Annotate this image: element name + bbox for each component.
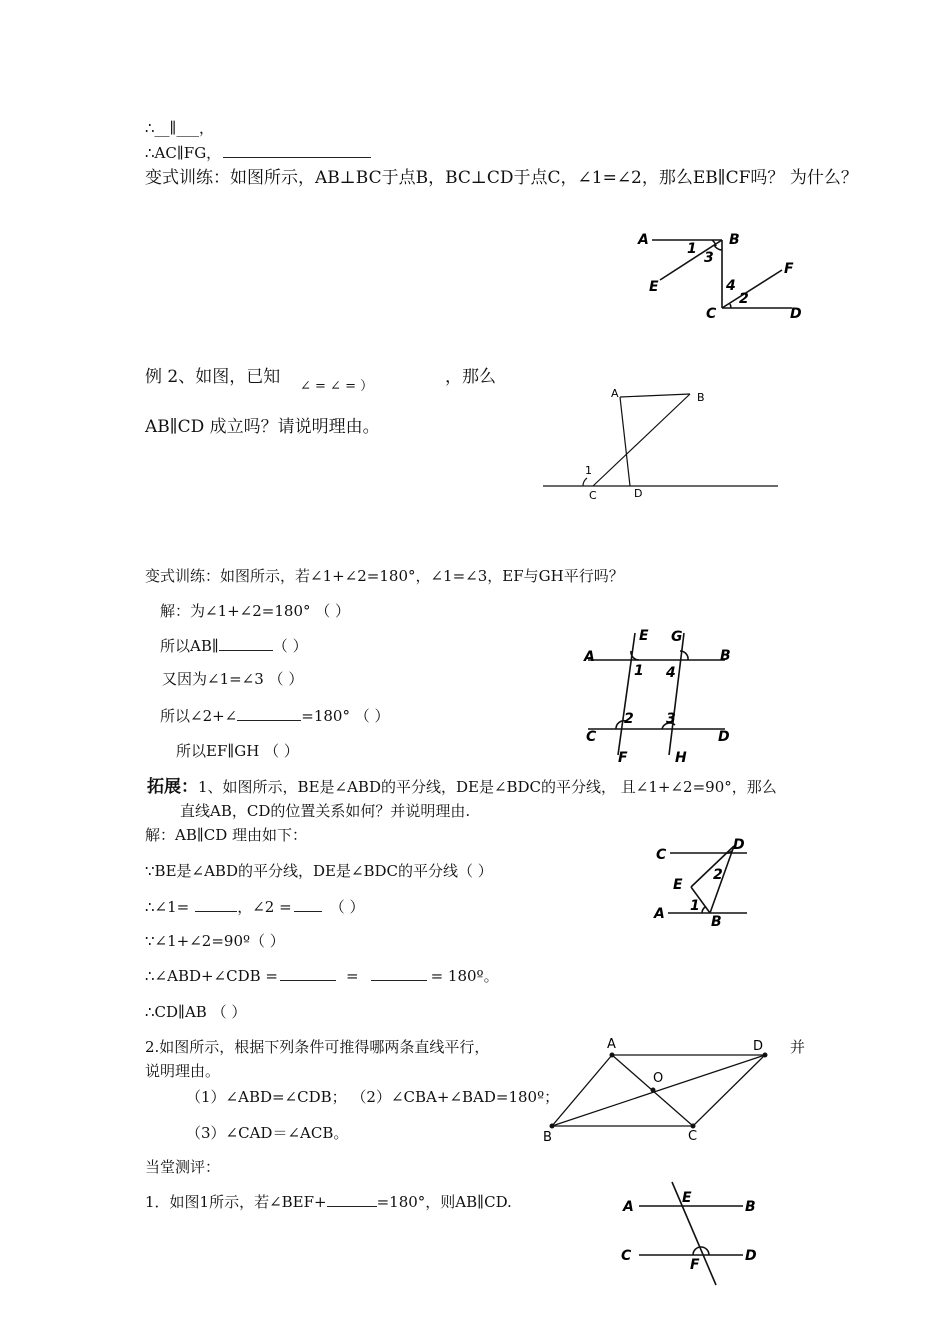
answer-blank[interactable] <box>237 706 301 721</box>
solution-step-4-text: 所以∠2+∠ <box>160 707 238 725</box>
extension-question: 1、如图所示，BE是∠ABD的平分线，DE是∠BDC的平分线， 且∠1+∠2=90°，那么 <box>198 778 777 796</box>
label-D: D <box>733 837 745 853</box>
solution-step-5: 所以EF∥GH （ ） <box>176 742 299 760</box>
label-C: C <box>589 489 597 502</box>
figure-angle-bisectors <box>650 835 755 930</box>
label-angle-2: 2 <box>624 711 634 727</box>
answer-blank[interactable] <box>294 897 322 912</box>
label-A: A <box>654 906 665 922</box>
label-angle-1: 1 <box>585 464 592 477</box>
label-B: B <box>543 1130 552 1145</box>
solution-step-2-text: 所以AB∥ <box>160 637 219 655</box>
extension-step-5: ∴CD∥AB （ ） <box>145 1003 247 1021</box>
question-2-conditions-2: （3）∠CAD＝∠ACB。 <box>186 1124 349 1142</box>
extension-line-2: 直线AB，CD的位置关系如何？并说明理由. <box>180 802 471 820</box>
label-C: C <box>688 1129 698 1144</box>
example-2-conditions: ∠ = ∠ = ） <box>300 379 374 394</box>
test-question-1 <box>145 1192 512 1212</box>
answer-blank[interactable] <box>371 966 427 981</box>
label-C: C <box>656 847 667 863</box>
label-C: C <box>621 1248 632 1264</box>
extension-heading: 拓展： <box>147 777 198 797</box>
label-F: F <box>784 261 794 277</box>
label-angle-2: 2 <box>713 867 723 883</box>
line-ac-fg <box>145 143 371 163</box>
label-H: H <box>675 750 687 766</box>
label-angle-3: 3 <box>666 711 676 727</box>
figure-two-transversals <box>580 625 740 770</box>
test-question-1-b: =180°，则AB∥CD. <box>376 1193 512 1211</box>
label-C: C <box>706 306 717 322</box>
label-F: F <box>690 1257 700 1273</box>
extension-solution-intro: 解：AB∥CD 理由如下： <box>145 826 308 844</box>
label-B: B <box>720 648 731 664</box>
label-D: D <box>753 1039 764 1054</box>
line-ac-fg-text: ∴AC∥FG， <box>145 144 222 162</box>
label-A: A <box>607 1037 616 1052</box>
extension-step-4-c: = 180º。 <box>430 967 499 985</box>
label-D: D <box>745 1248 757 1264</box>
label-angle-1: 1 <box>687 241 697 257</box>
label-B: B <box>745 1199 756 1215</box>
label-angle-3: 3 <box>704 250 714 266</box>
variant-training-1: 变式训练：如图所示，AB⊥BC于点B，BC⊥CD于点C，∠1=∠2，那么EB∥CF吗？ 为什么？ <box>145 168 858 188</box>
example-2-prefix: 例 2、如图，已知 <box>145 367 281 387</box>
label-A: A <box>611 387 619 400</box>
solution-step-4 <box>160 706 390 726</box>
figure-test-1 <box>615 1180 765 1290</box>
label-G: G <box>671 629 683 645</box>
question-2-conditions-1: （1）∠ABD=∠CDB； （2）∠CBA+∠BAD=180º； <box>186 1088 560 1106</box>
extension-step-2-c: （ ） <box>329 898 365 916</box>
extension-step-2 <box>145 897 364 917</box>
extension-step-4 <box>145 966 499 986</box>
figure-perpendicular-lines <box>630 225 810 325</box>
example-2-then: ，那么 <box>445 367 496 387</box>
question-2-line-1: 2.如图所示，根据下列条件可推得哪两条直线平行， <box>145 1038 490 1056</box>
label-angle-1: 1 <box>634 663 644 679</box>
extension-step-4-a: ∴∠ABD+∠CDB = <box>145 967 278 985</box>
figure-parallelogram <box>540 1035 780 1145</box>
label-A: A <box>638 232 649 248</box>
label-E: E <box>649 279 659 295</box>
label-D: D <box>634 487 643 500</box>
label-F: F <box>618 750 628 766</box>
test-question-1-a: 1．如图1所示，若∠BEF+ <box>145 1193 327 1211</box>
label-E: E <box>682 1190 692 1206</box>
extension-line-1 <box>147 777 777 797</box>
figure-example-2 <box>540 385 785 505</box>
answer-blank[interactable] <box>223 143 371 158</box>
solution-step-4-reason: =180° （ ） <box>301 707 390 725</box>
label-A: A <box>584 649 595 665</box>
label-A: A <box>623 1199 634 1215</box>
extension-step-1: ∵BE是∠ABD的平分线，DE是∠BDC的平分线（ ） <box>145 862 493 880</box>
question-2-line-2: 说明理由。 <box>145 1062 221 1080</box>
label-angle-4: 4 <box>726 278 736 294</box>
extension-step-4-b: = <box>346 967 359 985</box>
solution-step-2-reason: （ ） <box>272 637 308 655</box>
answer-blank[interactable] <box>327 1192 377 1207</box>
label-C: C <box>586 729 597 745</box>
line-parallel-blank: ∴__∥___， <box>145 119 214 137</box>
solution-step-1: 解：为∠1+∠2=180° （ ） <box>160 602 351 620</box>
variant-training-2: 变式训练：如图所示，若∠1+∠2=180°，∠1=∠3，EF与GH平行吗？ <box>145 567 624 585</box>
label-B: B <box>711 914 722 930</box>
label-D: D <box>790 306 802 322</box>
label-E: E <box>673 877 683 893</box>
label-D: D <box>718 729 730 745</box>
question-2-and: 并 <box>790 1038 806 1056</box>
label-O: O <box>653 1071 664 1086</box>
label-angle-1: 1 <box>690 898 700 914</box>
solution-step-2 <box>160 636 308 656</box>
label-B: B <box>697 391 705 404</box>
extension-step-2-a: ∴∠1= <box>145 898 190 916</box>
extension-step-2-b: ，∠2 = <box>237 898 292 916</box>
answer-blank[interactable] <box>280 966 336 981</box>
label-angle-4: 4 <box>666 665 676 681</box>
extension-step-3: ∵∠1+∠2=90º（ ） <box>145 932 285 950</box>
example-2-question: AB∥CD 成立吗？请说明理由。 <box>145 417 380 437</box>
answer-blank[interactable] <box>219 636 273 651</box>
solution-step-3: 又因为∠1=∠3 （ ） <box>162 670 304 688</box>
class-test-heading: 当堂测评： <box>145 1158 221 1176</box>
label-angle-2: 2 <box>739 291 749 307</box>
label-B: B <box>729 232 740 248</box>
label-E: E <box>639 628 649 644</box>
answer-blank[interactable] <box>195 897 237 912</box>
